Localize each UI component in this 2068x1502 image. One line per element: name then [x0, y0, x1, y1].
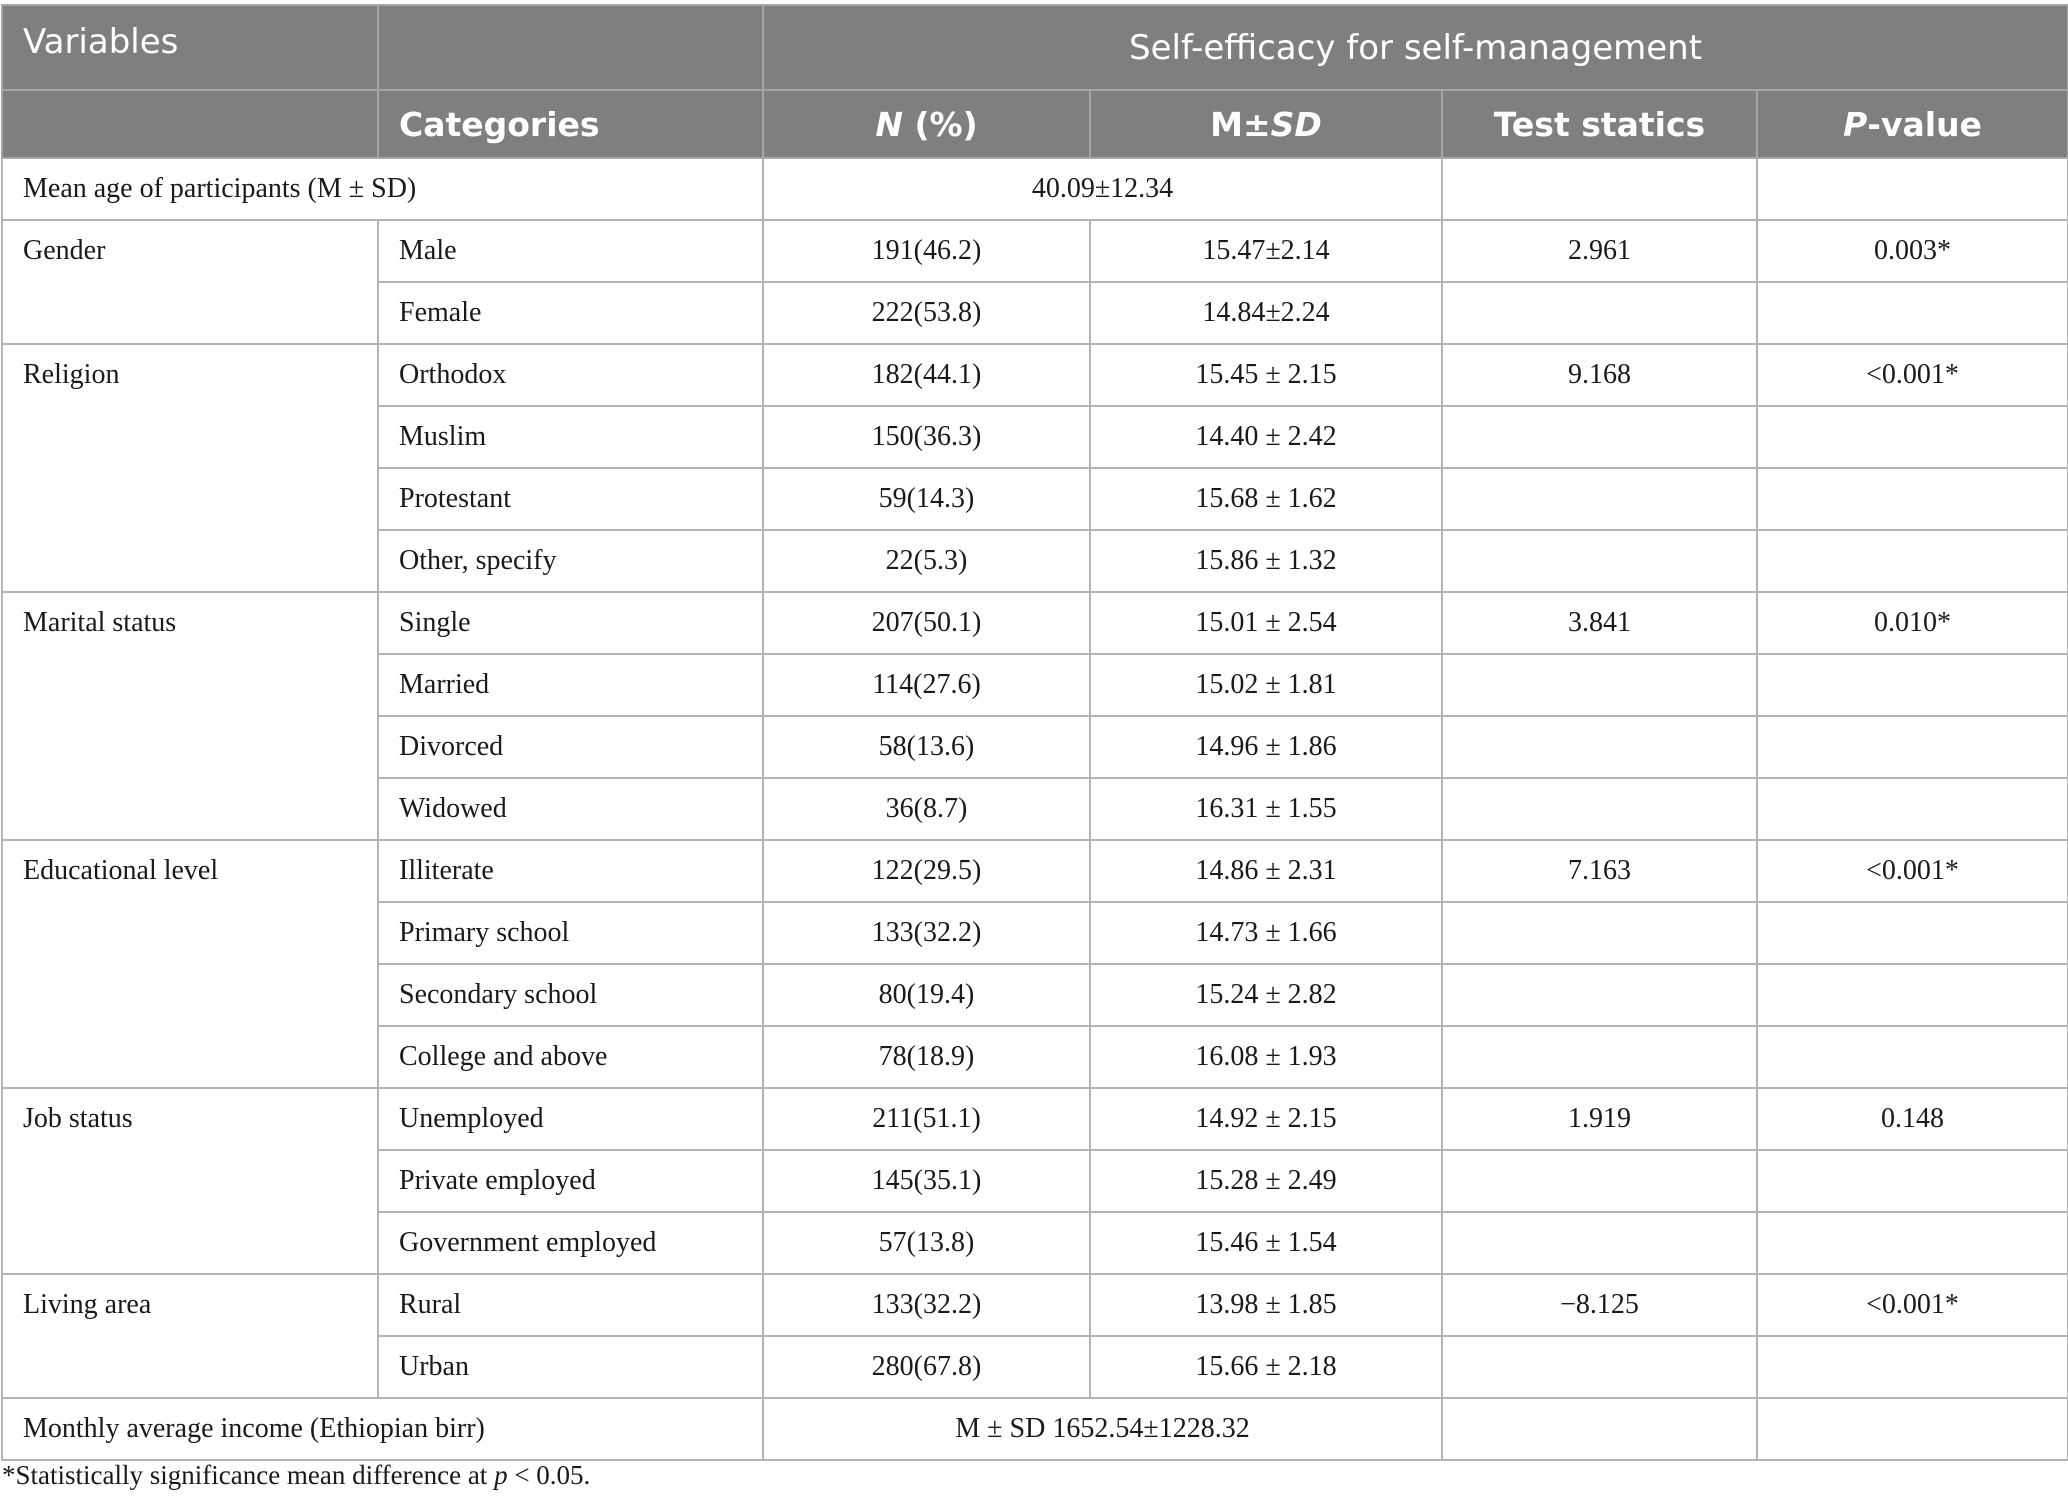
test-statics-cell: 3.841: [1442, 592, 1757, 654]
n-pct-cell: 122(29.5): [763, 840, 1090, 902]
test-statics-cell: [1442, 1336, 1757, 1398]
header-categories: Categories: [378, 90, 763, 158]
table-row: [2, 1088, 2068, 1150]
test-statics-cell: [1442, 654, 1757, 716]
m-sd-cell: 14.92 ± 2.15: [1090, 1088, 1442, 1150]
n-pct-cell: 114(27.6): [763, 654, 1090, 716]
p-value-cell: 0.010*: [1757, 592, 2068, 654]
income-test: [1442, 1398, 1757, 1460]
category-cell: Male: [378, 220, 763, 282]
test-statics-cell: [1442, 1212, 1757, 1274]
table-row: [2, 1274, 2068, 1336]
table-footnote: *Statistically significance mean difference at p < 0.05.: [2, 1460, 591, 1490]
p-value-cell: [1757, 282, 2068, 344]
n-pct-cell: 59(14.3): [763, 468, 1090, 530]
category-cell: Government employed: [378, 1212, 763, 1274]
p-value-cell: [1757, 406, 2068, 468]
m-sd-cell: 14.84±2.24: [1090, 282, 1442, 344]
p-value-cell: [1757, 1336, 2068, 1398]
mean-age-value: 40.09±12.34: [763, 158, 1442, 220]
header-group-title: Self-efficacy for self-management: [763, 5, 2068, 90]
m-sd-cell: 15.46 ± 1.54: [1090, 1212, 1442, 1274]
n-pct-cell: 58(13.6): [763, 716, 1090, 778]
header-empty: [378, 5, 763, 90]
n-pct-cell: 222(53.8): [763, 282, 1090, 344]
income-label: Monthly average income (Ethiopian birr): [2, 1398, 763, 1460]
m-sd-cell: 14.96 ± 1.86: [1090, 716, 1442, 778]
category-cell: Female: [378, 282, 763, 344]
header-variables: Variables: [2, 5, 378, 90]
p-value-cell: [1757, 1150, 2068, 1212]
mean-age-test: [1442, 158, 1757, 220]
p-value-cell: [1757, 716, 2068, 778]
n-pct-cell: 207(50.1): [763, 592, 1090, 654]
table-row: [2, 592, 2068, 654]
category-cell: Widowed: [378, 778, 763, 840]
table-header: [2, 5, 2068, 158]
test-statics-cell: [1442, 716, 1757, 778]
test-statics-cell: [1442, 1150, 1757, 1212]
p-value-cell: [1757, 964, 2068, 1026]
test-statics-cell: [1442, 902, 1757, 964]
p-value-cell: 0.148: [1757, 1088, 2068, 1150]
category-cell: Married: [378, 654, 763, 716]
m-sd-cell: 15.28 ± 2.49: [1090, 1150, 1442, 1212]
m-sd-cell: 15.01 ± 2.54: [1090, 592, 1442, 654]
n-pct-cell: 22(5.3): [763, 530, 1090, 592]
category-cell: Private employed: [378, 1150, 763, 1212]
category-cell: Divorced: [378, 716, 763, 778]
m-sd-cell: 14.40 ± 2.42: [1090, 406, 1442, 468]
mean-age-p: [1757, 158, 2068, 220]
table-row-income: [2, 1398, 2068, 1460]
test-statics-cell: [1442, 530, 1757, 592]
variable-cell: Religion: [2, 344, 378, 592]
header-p-value: P-value: [1757, 90, 2068, 158]
category-cell: Unemployed: [378, 1088, 763, 1150]
n-pct-cell: 36(8.7): [763, 778, 1090, 840]
m-sd-cell: 15.86 ± 1.32: [1090, 530, 1442, 592]
p-value-cell: <0.001*: [1757, 344, 2068, 406]
test-statics-cell: [1442, 282, 1757, 344]
m-sd-cell: 14.73 ± 1.66: [1090, 902, 1442, 964]
income-p: [1757, 1398, 2068, 1460]
p-value-cell: 0.003*: [1757, 220, 2068, 282]
category-cell: Primary school: [378, 902, 763, 964]
category-cell: Rural: [378, 1274, 763, 1336]
p-value-cell: [1757, 654, 2068, 716]
header-test-statics: Test statics: [1442, 90, 1757, 158]
table-body: [2, 158, 2068, 1460]
category-cell: Other, specify: [378, 530, 763, 592]
variable-cell: Educational level: [2, 840, 378, 1088]
m-sd-cell: 15.47±2.14: [1090, 220, 1442, 282]
header-blank: [2, 90, 378, 158]
n-pct-cell: 133(32.2): [763, 1274, 1090, 1336]
test-statics-cell: [1442, 778, 1757, 840]
test-statics-cell: [1442, 406, 1757, 468]
p-value-cell: <0.001*: [1757, 840, 2068, 902]
test-statics-cell: [1442, 964, 1757, 1026]
n-pct-cell: 78(18.9): [763, 1026, 1090, 1088]
m-sd-cell: 13.98 ± 1.85: [1090, 1274, 1442, 1336]
p-value-cell: [1757, 1026, 2068, 1088]
category-cell: Protestant: [378, 468, 763, 530]
table-row: [2, 344, 2068, 406]
n-pct-cell: 80(19.4): [763, 964, 1090, 1026]
test-statics-cell: [1442, 1026, 1757, 1088]
variable-cell: Living area: [2, 1274, 378, 1398]
test-statics-cell: 7.163: [1442, 840, 1757, 902]
p-value-cell: [1757, 778, 2068, 840]
category-cell: Secondary school: [378, 964, 763, 1026]
p-value-cell: <0.001*: [1757, 1274, 2068, 1336]
category-cell: Urban: [378, 1336, 763, 1398]
category-cell: Muslim: [378, 406, 763, 468]
m-sd-cell: 15.45 ± 2.15: [1090, 344, 1442, 406]
category-cell: Illiterate: [378, 840, 763, 902]
n-pct-cell: 182(44.1): [763, 344, 1090, 406]
header-n-pct: N (%): [763, 90, 1090, 158]
test-statics-cell: 2.961: [1442, 220, 1757, 282]
n-pct-cell: 211(51.1): [763, 1088, 1090, 1150]
n-pct-cell: 191(46.2): [763, 220, 1090, 282]
m-sd-cell: 15.68 ± 1.62: [1090, 468, 1442, 530]
n-pct-cell: 150(36.3): [763, 406, 1090, 468]
table-row-mean-age: [2, 158, 2068, 220]
test-statics-cell: −8.125: [1442, 1274, 1757, 1336]
category-cell: College and above: [378, 1026, 763, 1088]
m-sd-cell: 15.24 ± 2.82: [1090, 964, 1442, 1026]
m-sd-cell: 16.08 ± 1.93: [1090, 1026, 1442, 1088]
header-m-sd: M±SD: [1090, 90, 1442, 158]
p-value-cell: [1757, 530, 2068, 592]
mean-age-label: Mean age of participants (M ± SD): [2, 158, 763, 220]
n-pct-cell: 57(13.8): [763, 1212, 1090, 1274]
income-value: M ± SD 1652.54±1228.32: [763, 1398, 1442, 1460]
m-sd-cell: 15.02 ± 1.81: [1090, 654, 1442, 716]
variable-cell: Gender: [2, 220, 378, 344]
category-cell: Orthodox: [378, 344, 763, 406]
n-pct-cell: 280(67.8): [763, 1336, 1090, 1398]
category-cell: Single: [378, 592, 763, 654]
test-statics-cell: [1442, 468, 1757, 530]
p-value-cell: [1757, 902, 2068, 964]
m-sd-cell: 15.66 ± 2.18: [1090, 1336, 1442, 1398]
m-sd-cell: 14.86 ± 2.31: [1090, 840, 1442, 902]
variable-cell: Marital status: [2, 592, 378, 840]
table-row: [2, 840, 2068, 902]
variable-cell: Job status: [2, 1088, 378, 1274]
p-value-cell: [1757, 468, 2068, 530]
n-pct-cell: 145(35.1): [763, 1150, 1090, 1212]
p-value-cell: [1757, 1212, 2068, 1274]
table-row: [2, 220, 2068, 282]
test-statics-cell: 9.168: [1442, 344, 1757, 406]
n-pct-cell: 133(32.2): [763, 902, 1090, 964]
data-table: [1, 4, 2068, 1461]
m-sd-cell: 16.31 ± 1.55: [1090, 778, 1442, 840]
test-statics-cell: 1.919: [1442, 1088, 1757, 1150]
